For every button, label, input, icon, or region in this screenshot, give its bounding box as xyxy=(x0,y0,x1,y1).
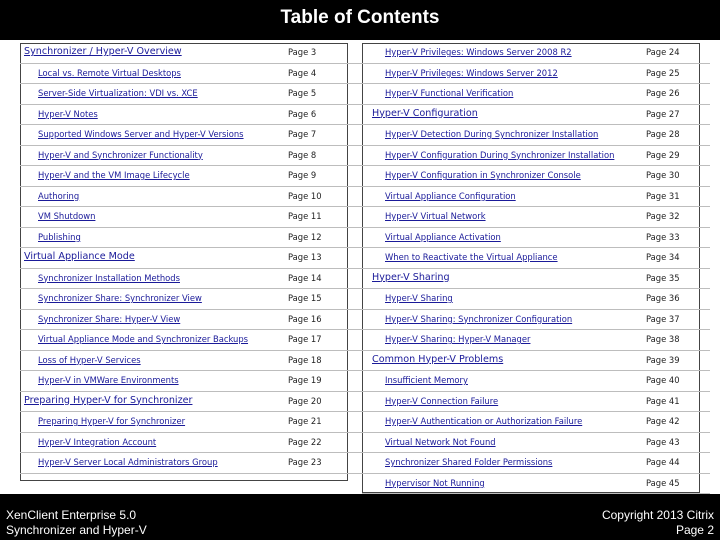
toc-entry-page: Page 39 xyxy=(646,354,680,365)
toc-entry-title-link[interactable]: Virtual Appliance Activation xyxy=(385,231,501,242)
toc-entry-title-link[interactable]: Hyper-V Sharing xyxy=(372,271,450,283)
toc-entry-page: Page 40 xyxy=(646,375,680,385)
toc-entry-title-link[interactable]: Synchronizer Share: Synchronizer View xyxy=(38,293,202,303)
toc-entry-page: Page 27 xyxy=(646,108,680,119)
toc-entry-page: Page 34 xyxy=(646,252,680,262)
toc-entry-title-link[interactable]: Synchronizer / Hyper-V Overview xyxy=(24,46,182,57)
toc-entry-title-link[interactable]: When to Reactivate the Virtual Appliance xyxy=(385,252,558,262)
page-title: Table of Contents xyxy=(280,7,440,28)
toc-entry[interactable] xyxy=(362,433,710,454)
toc-entry-title-link[interactable]: Hyper-V Detection During Synchronizer Installation xyxy=(385,129,599,139)
toc-entry-page: Page 28 xyxy=(646,129,680,139)
header-bar xyxy=(0,0,720,40)
toc-entry-title-link[interactable]: Hyper-V Configuration xyxy=(372,107,478,119)
toc-entry-title-link[interactable]: Virtual Network Not Found xyxy=(385,436,496,447)
toc-entry-page: Page 31 xyxy=(646,190,680,201)
toc-entry[interactable] xyxy=(362,187,710,208)
toc-entry[interactable] xyxy=(20,207,368,228)
toc-entry-title-link[interactable]: Insufficient Memory xyxy=(385,375,468,385)
toc-entry-page: Page 32 xyxy=(646,211,680,221)
toc-entry-title-link[interactable]: Virtual Appliance Mode xyxy=(24,251,135,262)
toc-entry-page: Page 12 xyxy=(288,231,322,242)
toc-entry[interactable] xyxy=(20,43,368,64)
toc-entry[interactable] xyxy=(20,84,368,105)
toc-right-column xyxy=(362,43,710,494)
toc-entry[interactable] xyxy=(362,351,710,372)
toc-entry[interactable] xyxy=(20,330,368,351)
toc-entry[interactable] xyxy=(362,105,710,126)
toc-entry-page: Page 10 xyxy=(288,190,322,201)
toc-entry[interactable] xyxy=(20,228,368,249)
toc-entry-page: Page 24 xyxy=(646,47,680,57)
footer-bar xyxy=(0,494,720,540)
toc-entry[interactable] xyxy=(362,453,710,474)
toc-entry[interactable] xyxy=(20,310,368,331)
toc-entry-page: Page 9 xyxy=(288,170,317,180)
toc-entry-title-link[interactable]: Synchronizer Shared Folder Permissions xyxy=(385,457,553,467)
toc-entry-page: Page 18 xyxy=(288,354,322,365)
toc-entry-page: Page 22 xyxy=(288,436,322,447)
toc-entry-page: Page 29 xyxy=(646,149,680,160)
toc-entry-title-link[interactable]: Hyper-V Privileges: Windows Server 2012 xyxy=(385,67,558,78)
toc-entry[interactable] xyxy=(362,146,710,167)
toc-entry-title-link[interactable]: Common Hyper-V Problems xyxy=(372,353,504,365)
toc-entry[interactable] xyxy=(20,392,368,413)
toc-entry-page: Page 35 xyxy=(646,272,680,283)
toc-entry-page: Page 4 xyxy=(288,67,317,78)
toc-entry-page: Page 23 xyxy=(288,457,322,467)
toc-entry-title-link[interactable]: Hyper-V Notes xyxy=(38,108,98,119)
toc-entry-title-link[interactable]: Hyper-V Configuration During Synchronizer Installation xyxy=(385,149,615,160)
toc-entry-page: Page 21 xyxy=(288,416,322,426)
toc-entry[interactable] xyxy=(362,248,710,269)
toc-entry-page: Page 3 xyxy=(288,47,317,57)
toc-entry-page: Page 41 xyxy=(646,395,680,406)
footer-product: XenClient Enterprise 5.0 xyxy=(6,508,137,522)
toc-entry[interactable] xyxy=(362,43,710,64)
toc-entry[interactable] xyxy=(362,289,710,310)
toc-entry-title-link[interactable]: Server-Side Virtualization: VDI vs. XCE xyxy=(38,88,198,98)
toc-entry-title-link[interactable]: Loss of Hyper-V Services xyxy=(38,354,141,365)
toc-entry-title-link[interactable]: Hypervisor Not Running xyxy=(385,477,485,488)
toc-entry-page: Page 36 xyxy=(646,293,680,303)
toc-entry-page: Page 16 xyxy=(288,313,322,324)
toc-entry[interactable] xyxy=(20,166,368,187)
footer-product-info xyxy=(6,508,147,538)
toc-entry[interactable] xyxy=(362,84,710,105)
toc-entry[interactable] xyxy=(20,433,368,454)
toc-entry[interactable] xyxy=(362,166,710,187)
footer-copyright-info xyxy=(602,508,714,538)
toc-entry-page: Page 13 xyxy=(288,252,322,262)
toc-entry[interactable] xyxy=(20,453,368,474)
toc-entry-title-link[interactable]: Preparing Hyper-V for Synchronizer xyxy=(24,394,193,406)
toc-entry[interactable] xyxy=(362,330,710,351)
toc-entry-title-link[interactable]: Hyper-V Virtual Network xyxy=(385,211,486,221)
toc-entry-title-link[interactable]: Hyper-V and the VM Image Lifecycle xyxy=(38,170,190,180)
toc-entry[interactable] xyxy=(362,392,710,413)
toc-entry-title-link[interactable]: Hyper-V and Synchronizer Functionality xyxy=(38,149,203,160)
toc-entry-title-link[interactable]: Hyper-V Authentication or Authorization Failure xyxy=(385,416,583,426)
toc-entry-page: Page 25 xyxy=(646,67,680,78)
toc-entry-page: Page 11 xyxy=(288,211,322,221)
toc-entry-title-link[interactable]: Virtual Appliance Configuration xyxy=(385,190,516,201)
toc-entry[interactable] xyxy=(362,228,710,249)
toc-entry[interactable] xyxy=(362,269,710,290)
footer-copyright: Copyright 2013 Citrix xyxy=(601,508,714,522)
toc-entry[interactable] xyxy=(20,371,368,392)
toc-entry-page: Page 14 xyxy=(288,272,322,283)
toc-entry[interactable] xyxy=(20,351,368,372)
toc-entry-title-link[interactable]: Hyper-V Integration Account xyxy=(38,436,157,447)
toc-entry[interactable] xyxy=(20,64,368,85)
toc-entry-title-link[interactable]: Hyper-V Connection Failure xyxy=(385,395,499,406)
toc-entry-page: Page 7 xyxy=(288,129,317,139)
toc-entry-page: Page 42 xyxy=(646,416,680,426)
toc-entry-title-link[interactable]: Authoring xyxy=(38,190,80,201)
toc-entry-title-link[interactable]: Hyper-V Configuration in Synchronizer Console xyxy=(385,170,581,180)
toc-entry[interactable] xyxy=(362,412,710,433)
toc-entry-page: Page 43 xyxy=(646,436,680,447)
toc-entry[interactable] xyxy=(20,412,368,433)
toc-entry-page: Page 5 xyxy=(288,88,317,98)
toc-entry-page: Page 20 xyxy=(288,395,322,406)
toc-entry-page: Page 26 xyxy=(646,88,680,98)
toc-entry-title-link[interactable]: Hyper-V Functional Verification xyxy=(385,88,514,98)
toc-entry-page: Page 8 xyxy=(288,149,317,160)
toc-entry[interactable] xyxy=(20,289,368,310)
toc-entry-title-link[interactable]: Hyper-V in VMWare Environments xyxy=(38,375,179,385)
toc-entry[interactable] xyxy=(20,146,368,167)
toc-entry-title-link[interactable]: Publishing xyxy=(38,231,81,242)
toc-entry-title-link[interactable]: Supported Windows Server and Hyper-V Versions xyxy=(38,129,244,139)
toc-entry[interactable] xyxy=(20,269,368,290)
toc-entry-title-link[interactable]: Preparing Hyper-V for Synchronizer xyxy=(38,416,186,426)
footer-page-number: Page 2 xyxy=(675,523,714,537)
toc-entry-page: Page 44 xyxy=(646,457,680,467)
toc-entry-page: Page 45 xyxy=(646,477,680,488)
toc-entry-title-link[interactable]: Hyper-V Sharing: Synchronizer Configuration xyxy=(385,313,573,324)
toc-entry-title-link[interactable]: Hyper-V Privileges: Windows Server 2008 R2 xyxy=(385,47,572,57)
toc-entry[interactable] xyxy=(362,207,710,228)
toc-entry-page: Page 38 xyxy=(646,334,680,344)
toc-entry-title-link[interactable]: Virtual Appliance Mode and Synchronizer Backups xyxy=(38,334,249,344)
toc-entry[interactable] xyxy=(362,125,710,146)
toc-entry[interactable] xyxy=(20,125,368,146)
toc-entry-page: Page 19 xyxy=(288,375,322,385)
toc-entry-page: Page 33 xyxy=(646,231,680,242)
toc-entry[interactable] xyxy=(362,310,710,331)
toc-left-column xyxy=(20,43,368,474)
toc-entry-title-link[interactable]: Hyper-V Sharing: Hyper-V Manager xyxy=(385,334,531,344)
toc-entry-page: Page 15 xyxy=(288,293,322,303)
toc-entry-title-link[interactable]: VM Shutdown xyxy=(38,211,96,221)
toc-entry-title-link[interactable]: Hyper-V Server Local Administrators Group xyxy=(38,457,218,467)
toc-entry-page: Page 6 xyxy=(288,108,317,119)
toc-entry-title-link[interactable]: Synchronizer Share: Hyper-V View xyxy=(38,313,181,324)
toc-entry-title-link[interactable]: Local vs. Remote Virtual Desktops xyxy=(38,67,181,78)
toc-entry[interactable] xyxy=(20,248,368,269)
toc-entry[interactable] xyxy=(362,474,710,495)
toc-entry[interactable] xyxy=(362,371,710,392)
toc-entry-page: Page 17 xyxy=(288,334,322,344)
toc-entry-title-link[interactable]: Synchronizer Installation Methods xyxy=(38,272,180,283)
toc-entry[interactable] xyxy=(20,105,368,126)
toc-entry[interactable] xyxy=(20,187,368,208)
footer-subtitle: Synchronizer and Hyper-V xyxy=(6,523,147,537)
toc-entry[interactable] xyxy=(362,64,710,85)
toc-entry-title-link[interactable]: Hyper-V Sharing xyxy=(385,293,453,303)
toc-entry-page: Page 37 xyxy=(646,313,680,324)
toc-entry-page: Page 30 xyxy=(646,170,680,180)
